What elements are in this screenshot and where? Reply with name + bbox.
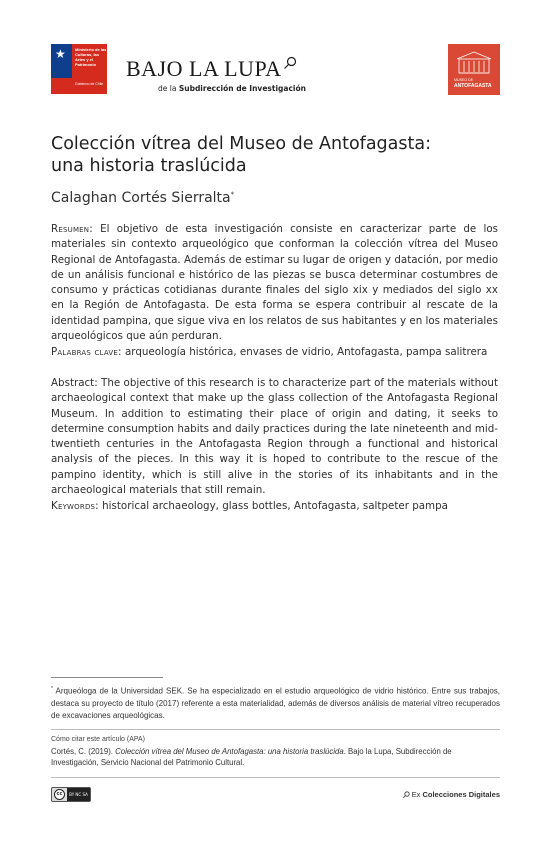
citation-title: Colección vítrea del Museo de Antofagasta: una historia traslúcida: [115, 747, 344, 756]
museum-logo-line1: MUSEO DE: [454, 78, 474, 82]
brand-subtitle: [158, 84, 306, 93]
cc-terms: BY NC SA: [67, 788, 90, 801]
footnote: [51, 683, 500, 722]
citation-label: Cómo citar este artículo (APA): [51, 736, 146, 743]
museum-logo: [448, 44, 500, 95]
brand-sub-bold: Subdirección de Investigación: [178, 84, 306, 93]
brand-sub-prefix: de la: [158, 84, 179, 93]
brand-title-text: BAJO LA LUPA: [126, 56, 282, 81]
digital-label: Colecciones Digitales: [420, 790, 500, 799]
footnote-text: Arqueóloga de la Universidad SEK. Se ha especializado en el estudio arqueológico de vidrio histórico. Entre sus trabajos, destaca su proyecto de título (2017) referente a esta materialidad, además de diversos análisis de material vítreo recuperados de excavaciones arqueológicas.: [51, 686, 500, 720]
article-title: [51, 133, 471, 177]
palabras-clave-paragraph: [51, 345, 498, 360]
gov-logo-red-bottom: [51, 78, 107, 94]
star-icon: ★: [55, 47, 66, 61]
abstract-label: Abstract:: [51, 377, 98, 389]
author-name: Calaghan Cortés Sierralta: [51, 190, 231, 206]
footnote-rule: [51, 677, 163, 678]
palabras-clave-label: Palabras clave:: [51, 346, 122, 358]
museum-building-icon: [456, 50, 492, 76]
colecciones-digitales[interactable]: [402, 790, 500, 799]
brand-title: [126, 56, 297, 82]
abstract-text: The objective of this research is to characterize part of the materials without archaeological context that make up the glass collection of the Antofagasta Regional Museum. In addition to estimating their place of origin and dating, it seeks to determine consumption habits and daily practices during the late nineteenth and mid-twentieth centuries in the Antofagasta Region through a functional and historical analysis of the pieces. In this way it is hoped to contribute to the rescue of the pampino identity, which is still alive in the stories of its inhabitants and in the archaeological materials that still remain.: [51, 377, 498, 497]
resumen-text: El objetivo de esta investigación consiste en caracterizar parte de los materiales sin contexto arqueológico que conforman la colección vítrea del Museo Regional de Antofagasta. Además de estimar su lugar de origen y datación, por medio de un análisis funcional e histórico de las piezas se busca determinar costumbres de consumo y prácticas cotidianas durante finales del siglo xix y mediados del siglo xx en la Región de Antofagasta. De esta forma se espera contribuir al rescate de la identidad pampina, que sigue viva en los relatos de sus habitantes y en los materiales arqueológicos que aún perduran.: [51, 223, 498, 343]
keywords-label: Keywords:: [51, 500, 99, 512]
gov-logo-text: Ministerio de las Culturas, las Artes y el Patrimonio: [75, 47, 107, 67]
title-line-2: una historia traslúcida: [51, 156, 247, 176]
gov-logo-sub: Gobierno de Chile: [75, 82, 104, 86]
brand: [126, 56, 306, 93]
keywords-text: historical archaeology, glass bottles, Antofagasta, saltpeter pampa: [98, 500, 448, 512]
gov-logo: [51, 44, 107, 96]
magnifier-icon: [283, 56, 297, 70]
keywords-paragraph: [51, 499, 498, 514]
author: [51, 190, 234, 206]
museum-logo-line2: ANTOFAGASTA: [454, 83, 492, 89]
abstract-paragraph: [51, 376, 498, 498]
citation-rule: [51, 729, 500, 730]
digital-prefix: Ex: [411, 790, 421, 799]
cc-license-badge[interactable]: [51, 787, 91, 802]
citation-prefix: Cortés, C. (2019).: [51, 747, 116, 756]
author-footnote-mark: *: [230, 190, 235, 199]
citation: [51, 746, 500, 768]
citation-suffix: . Bajo la Lupa, Subdirección de Investigación, Servicio Nacional del Patrimonio Cultural.: [51, 747, 452, 767]
footnote-mark: *: [51, 686, 53, 692]
cc-icon: cc: [54, 789, 65, 800]
title-line-1: Colección vítrea del Museo de Antofagasta:: [51, 134, 431, 154]
footer-rule: [51, 777, 500, 778]
magnifier-small-icon: [402, 791, 410, 799]
resumen-paragraph: [51, 222, 498, 344]
palabras-clave-text: arqueología histórica, envases de vidrio, Antofagasta, pampa salitrera: [121, 346, 488, 358]
resumen-label: Resumen:: [51, 223, 93, 235]
